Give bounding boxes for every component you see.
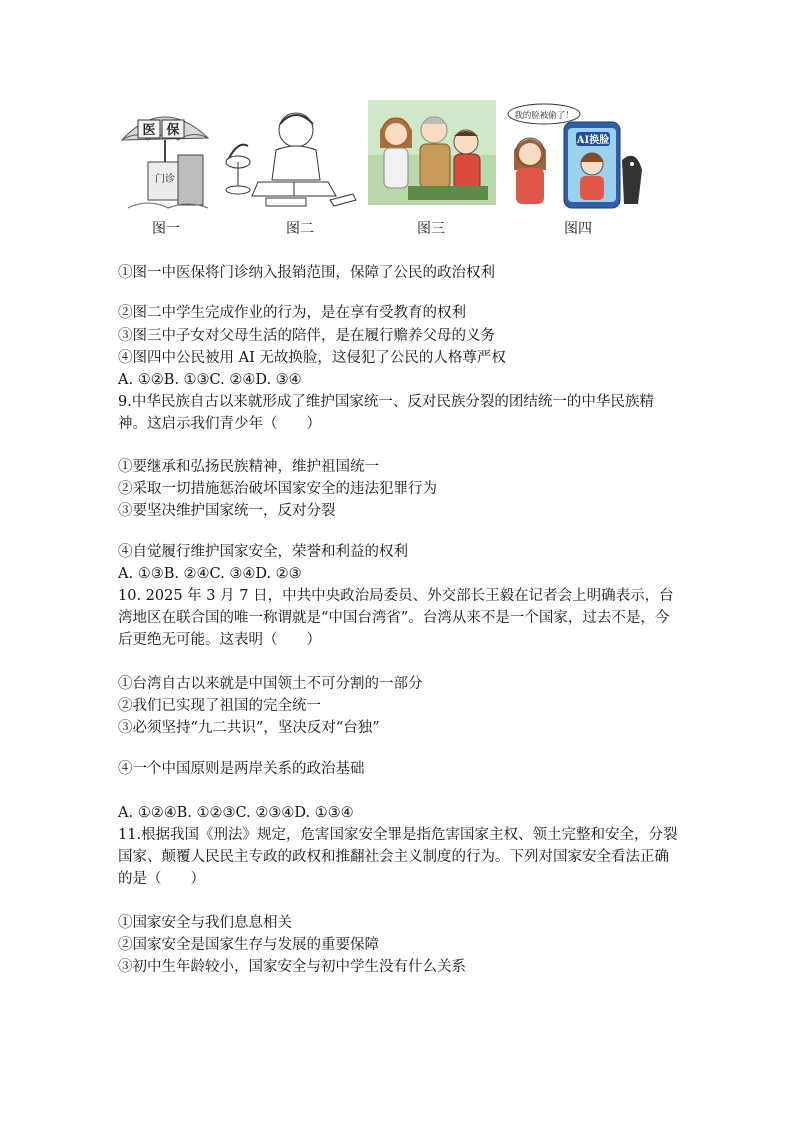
figure-2-caption: 图二 bbox=[286, 221, 314, 237]
sign-text-2: 保 bbox=[166, 123, 180, 138]
figure-row bbox=[118, 100, 648, 240]
figure-4 bbox=[506, 100, 646, 210]
umbrella-clinic-illustration bbox=[118, 100, 213, 215]
figure-4-caption: 图四 bbox=[564, 221, 592, 237]
q9-option-2: ②采取一切措施惩治破坏国家安全的违法犯罪行为 bbox=[118, 481, 437, 497]
q11-option-1: ①国家安全与我们息息相关 bbox=[118, 915, 292, 931]
q10-option-4: ④一个中国原则是两岸关系的政治基础 bbox=[118, 761, 365, 777]
figure-1-caption: 图一 bbox=[152, 221, 180, 237]
q8-option-1: ①图一中医保将门诊纳入报销范围，保障了公民的政治权利 bbox=[118, 265, 495, 281]
q8-answer-choices: A. ①②B. ①③C. ②④D. ③④ bbox=[118, 372, 302, 388]
q10-stem: 10. 2025 年 3 月 7 日，中共中央政治局委员、外交部长王毅在记者会上明确表示，台湾地区在联合国的唯一称谓就是“中国台湾省”。台湾从来不是一个国家，过去不是，今后更绝无可能。这表明（ ） bbox=[118, 588, 674, 648]
student-homework-illustration bbox=[218, 100, 358, 215]
box-text: 门诊 bbox=[155, 174, 175, 185]
q9-option-4: ④自觉履行维护国家安全，荣誉和利益的权利 bbox=[118, 544, 408, 560]
q9-stem: 9.中华民族自古以来就形成了维护国家统一、反对民族分裂的团结统一的中华民族精神。这启示我们青少年（ ） bbox=[118, 394, 654, 432]
q8-option-3: ③图三中子女对父母生活的陪伴，是在履行赡养父母的义务 bbox=[118, 328, 495, 344]
q10-option-2: ②我们已实现了祖国的完全统一 bbox=[118, 698, 321, 714]
family-care-illustration bbox=[368, 100, 496, 205]
figure-3-caption: 图三 bbox=[417, 221, 445, 237]
q10-answer-choices: A. ①②④B. ①②③C. ②③④D. ①③④ bbox=[118, 805, 354, 821]
figure-1 bbox=[118, 100, 213, 215]
q8-option-2: ②图二中学生完成作业的行为，是在享有受教育的权利 bbox=[118, 305, 466, 321]
q9-option-1: ①要继承和弘扬民族精神，维护祖国统一 bbox=[118, 459, 379, 475]
bubble-text: 我的脸被偷了！ bbox=[514, 111, 574, 121]
sign-text-1: 医 bbox=[142, 123, 156, 138]
q10-option-1: ①台湾自古以来就是中国领土不可分割的一部分 bbox=[118, 676, 423, 692]
q10-option-3: ③必须坚持“九二共识”，坚决反对“台独” bbox=[118, 720, 380, 736]
figure-2 bbox=[218, 100, 358, 215]
q11-stem: 11.根据我国《刑法》规定，危害国家安全罪是指危害国家主权、领土完整和安全，分裂国家、颠覆人民民主专政的政权和推翻社会主义制度的行为。下列对国家安全看法正确的是（ ） bbox=[118, 827, 678, 887]
ai-face-swap-illustration bbox=[506, 100, 646, 210]
figure-3 bbox=[368, 100, 496, 205]
q9-option-3: ③要坚决维护国家统一，反对分裂 bbox=[118, 503, 336, 519]
q11-option-3: ③初中生年龄较小，国家安全与初中学生没有什么关系 bbox=[118, 959, 466, 975]
q11-option-2: ②国家安全是国家生存与发展的重要保障 bbox=[118, 937, 379, 953]
q9-answer-choices: A. ①③B. ②④C. ③④D. ②③ bbox=[118, 566, 302, 582]
phone-text: AI换脸 bbox=[576, 135, 610, 146]
q8-option-4: ④图四中公民被用 AI 无故换脸，这侵犯了公民的人格尊严权 bbox=[118, 350, 506, 366]
